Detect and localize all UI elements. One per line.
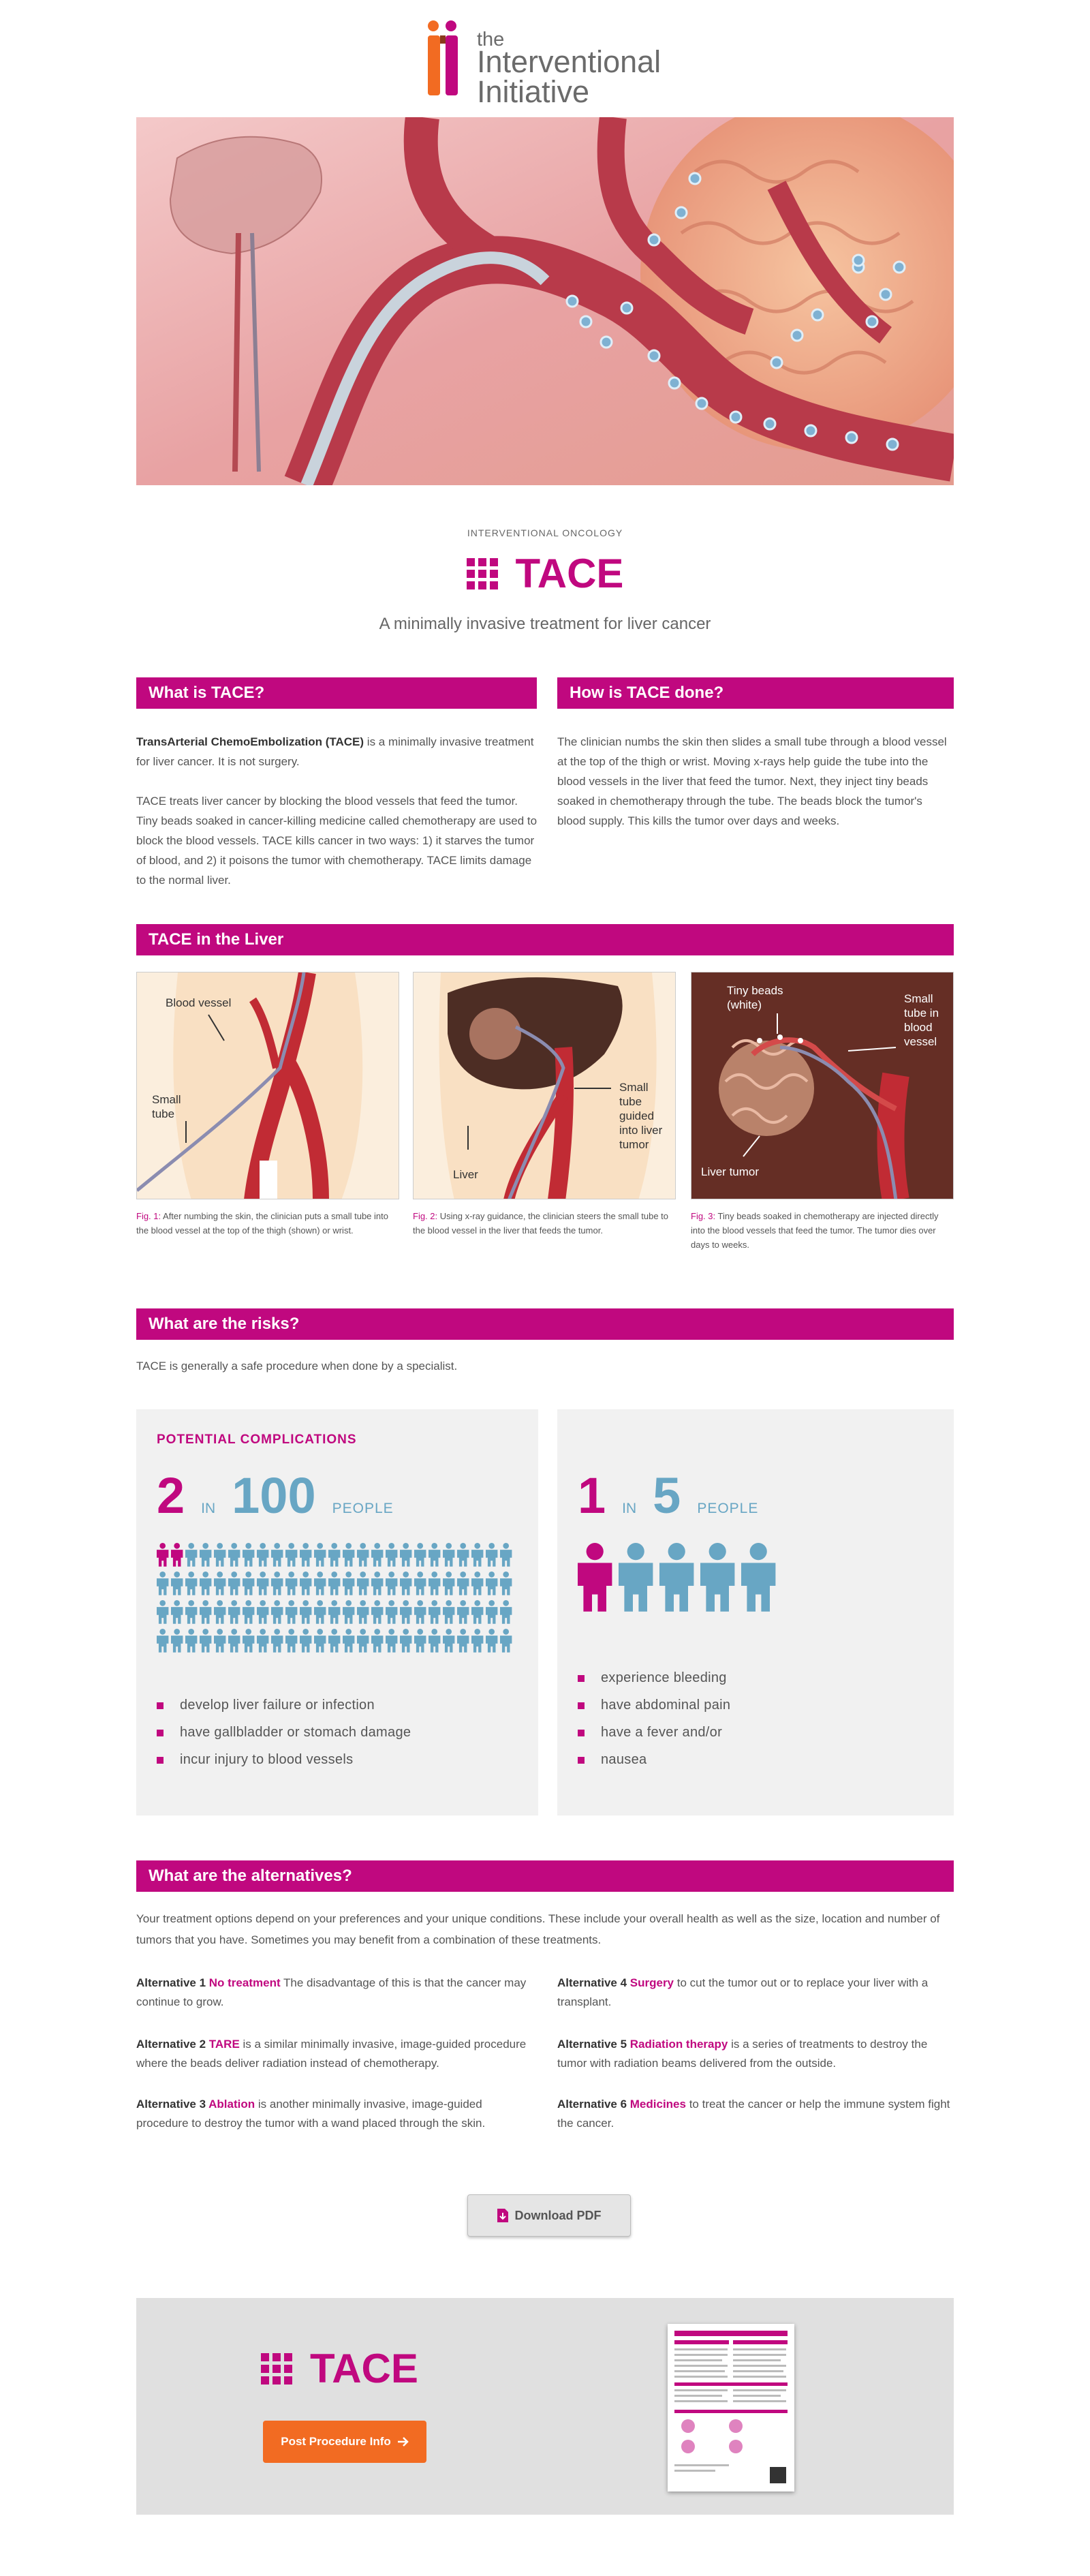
fig2-label-tube-5: tumor — [619, 1138, 649, 1151]
alternative-1-number: Alternative 1 — [136, 1976, 209, 1989]
alternative-1-name: No treatment — [208, 1976, 281, 1989]
person-icon — [357, 1543, 369, 1567]
list-item: nausea — [578, 1746, 730, 1773]
risk-panel-bleeding — [557, 1409, 954, 1815]
person-icon — [443, 1629, 454, 1653]
figure-1-caption-text: After numbing the skin, the clinician puts a small tube into the blood vessel at the top of the thigh (shown) or wrist. — [136, 1211, 388, 1236]
stat-people: PEOPLE — [697, 1501, 759, 1516]
alternative-5 — [557, 2035, 952, 2073]
person-icon — [500, 1600, 512, 1624]
alternative-1 — [136, 1974, 531, 2012]
person-icon — [328, 1629, 340, 1653]
grid-icon — [261, 2353, 292, 2385]
what-is-paragraph-2: TACE treats liver cancer by blocking the blood vessels that feed the tumor. Tiny beads soaked in cancer-killing medicine called chemotherapy are used to block the blood vessels. TACE kills cancer in two ways: 1) it starves the tumor of blood, and 2) it poisons the tumor with chemotherapy. TACE limits damage to the normal liver. — [136, 795, 538, 887]
logo-mark-icon — [424, 18, 473, 98]
fig3-label-beads — [727, 983, 783, 1012]
person-icon — [171, 1571, 183, 1595]
section-heading-what-is: What is TACE? — [136, 677, 537, 709]
people-grid-5-icon — [578, 1543, 782, 1625]
fig3-label-beads-2: (white) — [727, 998, 762, 1011]
person-icon — [386, 1629, 397, 1653]
stat-numerator: 1 — [578, 1467, 606, 1524]
figure-3-caption-text: Tiny beads soaked in chemotherapy are injected directly into the blood vessels that feed the tumor. The tumor dies over days to weeks. — [691, 1211, 939, 1250]
person-icon — [328, 1571, 340, 1595]
person-icon — [414, 1543, 426, 1567]
fig3-label-tumor: Liver tumor — [701, 1165, 760, 1178]
person-icon — [400, 1571, 411, 1595]
figure-1 — [136, 972, 399, 1199]
person-icon — [457, 1600, 469, 1624]
fig3-label-tube — [904, 992, 939, 1049]
fig1-label-tube — [152, 1092, 181, 1121]
page-title: TACE — [515, 551, 624, 596]
person-icon — [185, 1600, 197, 1624]
person-icon — [400, 1600, 411, 1624]
logo-word-the: the — [477, 29, 505, 50]
person-icon — [471, 1543, 483, 1567]
person-icon — [357, 1629, 369, 1653]
person-icon — [457, 1629, 469, 1653]
alternative-4-text: to cut the tumor out or to replace your liver with a transplant. — [557, 1976, 929, 2008]
alternative-1-text: The disadvantage of this is that the cancer may continue to grow. — [136, 1976, 527, 2008]
person-icon — [271, 1543, 283, 1567]
alternative-2 — [136, 2035, 531, 2073]
person-icon — [443, 1600, 454, 1624]
person-icon — [257, 1571, 268, 1595]
grid-icon — [467, 558, 498, 589]
person-icon — [500, 1571, 512, 1595]
person-icon — [285, 1629, 297, 1653]
fig1-label-vessel: Blood vessel — [166, 996, 232, 1009]
person-icon — [328, 1600, 340, 1624]
person-icon — [314, 1571, 326, 1595]
fig1-label-tube-1: Small — [152, 1093, 181, 1106]
person-icon — [243, 1571, 254, 1595]
fig2-label-tube-4: into liver — [619, 1124, 663, 1137]
bleeding-stat — [578, 1467, 758, 1524]
what-is-p1-rest: is a minimally invasive treatment for liver cancer. It is not surgery. — [136, 735, 534, 768]
person-icon — [214, 1629, 225, 1653]
person-icon — [257, 1600, 268, 1624]
person-icon — [185, 1571, 197, 1595]
person-icon — [343, 1600, 354, 1624]
alternative-5-name: Radiation therapy — [629, 2038, 728, 2051]
footer-title-row — [261, 2348, 418, 2389]
person-icon — [486, 1543, 497, 1567]
logo-word-interventional: Interventional — [477, 44, 661, 79]
person-icon — [228, 1571, 240, 1595]
fig1-label-tube-2: tube — [152, 1107, 175, 1120]
eyebrow-label: INTERVENTIONAL ONCOLOGY — [467, 527, 623, 538]
stat-denominator: 100 — [232, 1467, 316, 1524]
page-title-row — [0, 553, 1090, 594]
alternative-3-text: is another minimally invasive, image-guided procedure to destroy the tumor with a wand placed through the skin. — [136, 2098, 486, 2130]
post-procedure-info-button[interactable] — [263, 2421, 426, 2463]
list-item: experience bleeding — [578, 1664, 730, 1691]
person-icon — [157, 1543, 168, 1567]
tace-term: TransArterial ChemoEmbolization (TACE) — [136, 735, 364, 748]
person-icon — [243, 1629, 254, 1653]
person-icon — [157, 1600, 168, 1624]
arrow-right-icon — [398, 2437, 409, 2447]
list-item: incur injury to blood vessels — [157, 1746, 411, 1773]
logo-word-initiative: Initiative — [477, 74, 590, 109]
alternative-5-number: Alternative 5 — [557, 2038, 630, 2051]
section-heading-risks: What are the risks? — [136, 1308, 954, 1340]
person-icon — [185, 1543, 197, 1567]
person-icon — [300, 1600, 311, 1624]
fig3-label-tube-2: tube in — [904, 1007, 939, 1019]
person-icon — [500, 1543, 512, 1567]
person-icon — [457, 1571, 469, 1595]
person-icon — [386, 1600, 397, 1624]
complications-title: POTENTIAL COMPLICATIONS — [157, 1432, 357, 1447]
person-icon — [214, 1600, 225, 1624]
person-icon — [300, 1571, 311, 1595]
figure-3 — [691, 972, 954, 1199]
person-icon — [257, 1629, 268, 1653]
fig3-label-tube-3: blood — [904, 1021, 933, 1034]
fig3-label-tube-4: vessel — [904, 1035, 937, 1048]
person-icon — [314, 1600, 326, 1624]
person-icon — [486, 1629, 497, 1653]
person-icon — [285, 1543, 297, 1567]
person-icon — [414, 1571, 426, 1595]
footer-title: TACE — [310, 2346, 418, 2391]
person-icon — [443, 1543, 454, 1567]
person-icon — [200, 1600, 211, 1624]
person-icon — [371, 1629, 383, 1653]
person-icon — [285, 1600, 297, 1624]
person-icon — [443, 1571, 454, 1595]
person-icon — [429, 1543, 440, 1567]
person-icon — [400, 1543, 411, 1567]
section-heading-liver: TACE in the Liver — [136, 924, 954, 955]
complications-stat — [157, 1467, 394, 1524]
alternative-2-text: is a similar minimally invasive, image-guided procedure where the beads deliver radiation instead of chemotherapy. — [136, 2038, 527, 2070]
site-logo[interactable] — [424, 14, 669, 109]
pdf-file-icon — [497, 2209, 508, 2222]
fig3-label-beads-1: Tiny beads — [727, 984, 783, 997]
person-icon — [171, 1600, 183, 1624]
alternative-6-name: Medicines — [629, 2098, 686, 2111]
person-icon — [157, 1629, 168, 1653]
person-icon — [271, 1571, 283, 1595]
person-icon — [200, 1543, 211, 1567]
person-icon — [386, 1543, 397, 1567]
person-icon — [457, 1543, 469, 1567]
stat-in: IN — [201, 1501, 216, 1516]
person-icon — [414, 1629, 426, 1653]
person-icon — [414, 1600, 426, 1624]
alternative-2-name: TARE — [208, 2038, 240, 2051]
person-icon — [659, 1543, 694, 1612]
person-icon — [228, 1600, 240, 1624]
alternative-4-number: Alternative 4 — [557, 1976, 630, 1989]
person-icon — [741, 1543, 775, 1612]
person-icon — [619, 1543, 653, 1612]
figure-3-caption — [691, 1209, 954, 1252]
what-is-paragraph-1 — [136, 732, 538, 771]
fig3-label-tube-1: Small — [904, 992, 933, 1005]
brochure-thumbnail[interactable] — [668, 2324, 794, 2491]
person-icon — [185, 1629, 197, 1653]
hero-illustration — [136, 117, 954, 485]
risk-panel-complications — [136, 1409, 538, 1815]
complications-list — [157, 1691, 411, 1773]
stat-in: IN — [622, 1501, 637, 1516]
person-icon — [343, 1543, 354, 1567]
person-icon — [157, 1571, 168, 1595]
alternative-4 — [557, 1974, 952, 2012]
person-icon — [429, 1600, 440, 1624]
section-heading-alternatives: What are the alternatives? — [136, 1860, 954, 1892]
how-done-text: The clinician numbs the skin then slides a small tube through a blood vessel at the top of the thigh or wrist. Moving x-rays help guide the tube into the blood vessels in the liver that feed the tumor. Next, they inject tiny beads soaked in chemotherapy through the tube. The beads block the tumor's blood supply. This kills the tumor over days and weeks. — [557, 735, 947, 827]
person-icon — [271, 1600, 283, 1624]
post-procedure-label: Post Procedure Info — [281, 2435, 391, 2448]
bleeding-list — [578, 1664, 730, 1773]
person-icon — [357, 1571, 369, 1595]
alternatives-intro: Your treatment options depend on your preferences and your unique conditions. These include your overall health as well as the size, location and number of tumors that you have. Sometimes you may benefit from a combination of these treatments. — [136, 1912, 940, 1946]
stat-numerator: 2 — [157, 1467, 185, 1524]
person-icon — [578, 1543, 612, 1612]
footer-promo — [136, 2298, 954, 2515]
person-icon — [314, 1629, 326, 1653]
person-icon — [328, 1543, 340, 1567]
stat-people: PEOPLE — [332, 1501, 394, 1516]
person-icon — [228, 1543, 240, 1567]
person-icon — [228, 1629, 240, 1653]
list-item: have abdominal pain — [578, 1691, 730, 1719]
list-item: have gallbladder or stomach damage — [157, 1719, 411, 1746]
fig2-label-tube — [619, 1080, 662, 1152]
section-heading-how-done: How is TACE done? — [557, 677, 954, 709]
person-icon — [314, 1543, 326, 1567]
alternative-4-name: Surgery — [629, 1976, 674, 1989]
what-is-text — [136, 732, 538, 890]
alternative-3-number: Alternative 3 — [136, 2098, 209, 2111]
person-icon — [200, 1571, 211, 1595]
person-icon — [371, 1571, 383, 1595]
figure-2-caption — [413, 1209, 676, 1238]
figure-2-caption-number: Fig. 2: — [413, 1211, 438, 1221]
download-pdf-button[interactable] — [467, 2194, 631, 2237]
person-icon — [471, 1600, 483, 1624]
person-icon — [486, 1571, 497, 1595]
alternative-5-text: is a series of treatments to destroy the tumor with radiation beams delivered from the outside. — [557, 2038, 928, 2070]
page-subtitle: A minimally invasive treatment for liver cancer — [379, 615, 711, 633]
risks-intro: TACE is generally a safe procedure when done by a specialist. — [136, 1360, 458, 1373]
person-icon — [471, 1629, 483, 1653]
alternative-3 — [136, 2095, 531, 2133]
person-icon — [486, 1600, 497, 1624]
figure-3-caption-number: Fig. 3: — [691, 1211, 716, 1221]
person-icon — [700, 1543, 734, 1612]
alternative-3-name: Ablation — [208, 2098, 255, 2111]
alternative-6-text: to treat the cancer or help the immune system fight the cancer. — [557, 2098, 950, 2130]
person-icon — [214, 1571, 225, 1595]
alternative-6 — [557, 2095, 952, 2133]
fig2-label-tube-2: tube — [619, 1095, 642, 1108]
person-icon — [429, 1571, 440, 1595]
person-icon — [386, 1571, 397, 1595]
person-icon — [171, 1629, 183, 1653]
person-icon — [429, 1629, 440, 1653]
download-pdf-label: Download PDF — [514, 2208, 602, 2222]
figure-2-caption-text: Using x-ray guidance, the clinician steers the small tube to the blood vessel in the liver that feeds the tumor. — [413, 1211, 669, 1236]
person-icon — [214, 1543, 225, 1567]
person-icon — [343, 1629, 354, 1653]
person-icon — [243, 1543, 254, 1567]
figure-2 — [413, 972, 676, 1199]
fig2-label-tube-1: Small — [619, 1081, 649, 1094]
person-icon — [371, 1543, 383, 1567]
fig2-label-tube-3: guided — [619, 1109, 655, 1122]
person-icon — [200, 1629, 211, 1653]
person-icon — [400, 1629, 411, 1653]
fig2-label-liver: Liver — [453, 1168, 478, 1181]
alternative-6-number: Alternative 6 — [557, 2098, 630, 2111]
person-icon — [500, 1629, 512, 1653]
person-icon — [300, 1629, 311, 1653]
list-item: have a fever and/or — [578, 1719, 730, 1746]
person-icon — [371, 1600, 383, 1624]
people-grid-100-icon — [157, 1543, 518, 1659]
list-item: develop liver failure or infection — [157, 1691, 411, 1719]
person-icon — [471, 1571, 483, 1595]
person-icon — [257, 1543, 268, 1567]
person-icon — [243, 1600, 254, 1624]
stat-denominator: 5 — [653, 1467, 681, 1524]
figure-1-caption-number: Fig. 1: — [136, 1211, 161, 1221]
person-icon — [300, 1543, 311, 1567]
person-icon — [171, 1543, 183, 1567]
person-icon — [285, 1571, 297, 1595]
figure-1-caption — [136, 1209, 399, 1238]
alternative-2-number: Alternative 2 — [136, 2038, 209, 2051]
person-icon — [343, 1571, 354, 1595]
person-icon — [271, 1629, 283, 1653]
person-icon — [357, 1600, 369, 1624]
